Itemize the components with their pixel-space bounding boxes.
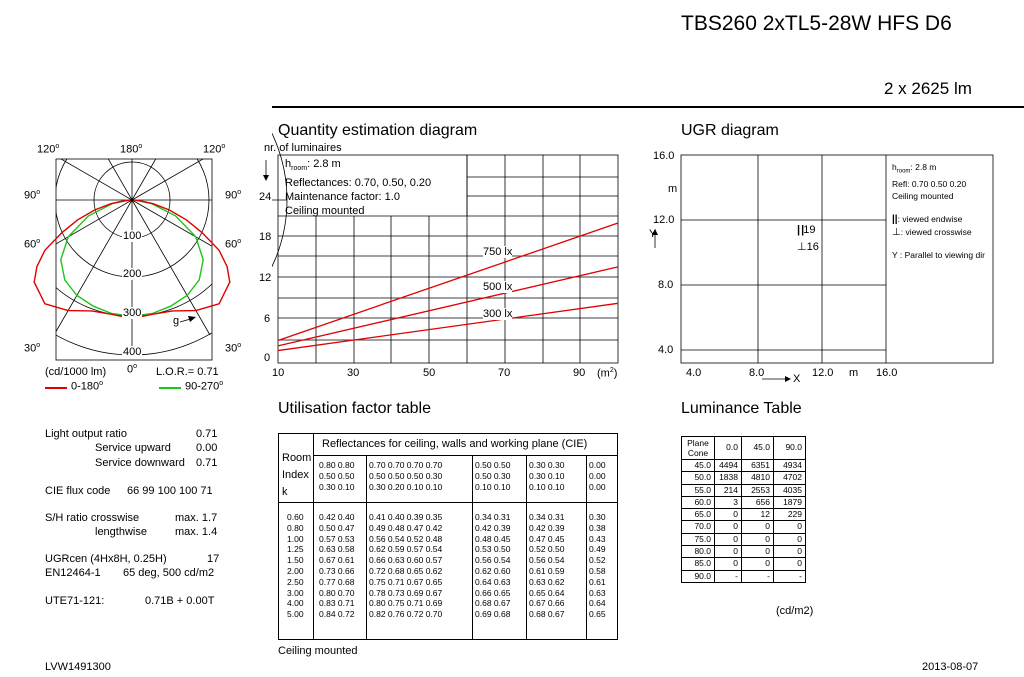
util-cell: 0.34 0.31 bbox=[529, 512, 565, 522]
util-row bbox=[287, 523, 619, 534]
util-cell: 0.82 0.76 0.72 0.70 bbox=[369, 609, 443, 620]
luminous-flux: 2 x 2625 lm bbox=[884, 79, 972, 98]
product-title: TBS260 2xTL5-28W HFS D6 bbox=[681, 12, 952, 35]
ugr-xaxis: X bbox=[793, 373, 801, 385]
ugr-xtick: 12.0 bbox=[812, 367, 834, 379]
prop-en-label: EN12464-1 bbox=[45, 567, 101, 579]
polar-angle-left-30: 30$^o$ bbox=[24, 342, 41, 355]
quantity-info-maint: Maintenance factor: 1.0 bbox=[285, 191, 400, 204]
util-cell: 0.61 bbox=[589, 576, 606, 587]
ugr-crosswise-value: ⊥16 bbox=[797, 241, 819, 253]
util-row bbox=[287, 566, 619, 577]
util-cell: 0.52 0.50 bbox=[529, 544, 565, 555]
prop-cie-label: CIE flux code bbox=[45, 485, 111, 497]
util-refl-cell: 0.00 bbox=[589, 470, 606, 481]
ugr-legend-refl: Refl: 0.70 0.50 0.20 bbox=[892, 178, 967, 189]
luminance-row bbox=[682, 533, 806, 545]
luminance-cell: 4934 bbox=[774, 460, 806, 472]
quantity-info-mount: Ceiling mounted bbox=[285, 205, 365, 218]
quantity-line-label: 750 lx bbox=[483, 246, 513, 258]
prop-sh1-label: S/H ratio crosswise bbox=[45, 512, 140, 524]
footer-code: LVW1491300 bbox=[45, 661, 111, 673]
luminance-table bbox=[681, 436, 806, 583]
luminance-cell: 656 bbox=[742, 496, 774, 508]
quantity-info-room: $h_{room}$: 2.8 m bbox=[285, 158, 341, 173]
polar-marker-label: g bbox=[173, 315, 180, 327]
util-cell: 0.62 0.60 bbox=[475, 565, 511, 576]
util-index-label: Index bbox=[282, 469, 309, 481]
luminance-row bbox=[682, 460, 806, 472]
quantity-ytick: 24 bbox=[259, 191, 272, 203]
quantity-xtick: 30 bbox=[347, 367, 360, 379]
luminance-cell: - bbox=[742, 570, 774, 582]
quantity-ytick: 6 bbox=[264, 313, 271, 325]
quantity-xunit: $(m^2)$ bbox=[597, 367, 618, 380]
util-cell: 0.34 0.31 bbox=[475, 512, 511, 522]
luminance-row bbox=[682, 472, 806, 484]
util-cell: 0.68 0.67 bbox=[529, 609, 565, 620]
util-room-index: 1.25 bbox=[287, 544, 304, 555]
polar-legend-green: 90-270$^o$ bbox=[185, 380, 224, 393]
util-cell: 0.66 0.65 bbox=[475, 587, 511, 598]
util-header: Reflectances for ceiling, walls and working plane (CIE) bbox=[322, 438, 588, 450]
luminance-row bbox=[682, 521, 806, 533]
polar-ring-label: 100 bbox=[123, 230, 142, 242]
util-cell: 0.57 0.53 bbox=[319, 533, 355, 544]
luminance-cell: 0 bbox=[774, 533, 806, 545]
polar-angle-top-right: 120$^o$ bbox=[203, 143, 226, 156]
prop-lor-label: Light output ratio bbox=[45, 428, 127, 440]
luminance-cell: 4035 bbox=[774, 484, 806, 496]
prop-lor-value: 0.71 bbox=[196, 428, 218, 440]
ugr-legend-mount: Ceiling mounted bbox=[892, 190, 954, 201]
polar-angle-right-90: 90$^o$ bbox=[225, 189, 242, 202]
util-cell: 0.77 0.68 bbox=[319, 576, 355, 587]
endwise-symbol-icon: | | bbox=[797, 224, 804, 236]
prop-cie-value: 66 99 100 100 71 bbox=[127, 485, 213, 497]
ugr-xtick: 8.0 bbox=[749, 367, 765, 379]
luminance-cell: 0 bbox=[742, 546, 774, 558]
util-room-index: 0.80 bbox=[287, 522, 304, 533]
luminance-corner: Plane Cone bbox=[682, 437, 715, 460]
ugr-legend-parallel: Y : Parallel to viewing dir bbox=[892, 249, 985, 260]
util-cell: 0.84 0.72 bbox=[319, 609, 355, 620]
luminance-cone-angle: 75.0 bbox=[682, 533, 715, 545]
util-refl-cell: 0.50 0.30 bbox=[475, 470, 511, 481]
util-cell: 0.49 0.48 0.47 0.42 bbox=[369, 522, 443, 533]
util-refl-cell: 0.50 0.50 bbox=[475, 460, 511, 470]
util-k-label: k bbox=[282, 486, 288, 498]
util-refl-cell: 0.10 0.10 bbox=[475, 481, 511, 492]
ugr-yaxis: Y bbox=[649, 228, 657, 240]
polar-angle-right-60: 60$^o$ bbox=[225, 238, 242, 251]
ugr-legend-endwise: ||: viewed endwise bbox=[892, 213, 963, 225]
prop-ute-value: 0.71B + 0.00T bbox=[145, 595, 215, 607]
util-refl-cell: 0.10 0.10 bbox=[529, 481, 565, 492]
util-cell: 0.52 bbox=[589, 555, 606, 566]
util-cell: 0.41 0.40 0.39 0.35 bbox=[369, 512, 443, 522]
util-cell: 0.42 0.40 bbox=[319, 512, 355, 522]
luminance-row bbox=[682, 496, 806, 508]
luminance-row bbox=[682, 570, 806, 582]
util-refl-cell: 0.30 0.20 0.10 0.10 bbox=[369, 481, 443, 492]
ugr-ytick: 16.0 bbox=[653, 150, 675, 162]
luminance-cone-angle: 90.0 bbox=[682, 570, 715, 582]
luminance-cell: 0 bbox=[715, 546, 742, 558]
util-cell: 0.75 0.71 0.67 0.65 bbox=[369, 576, 443, 587]
luminance-cell: 4810 bbox=[742, 472, 774, 484]
util-refl-row bbox=[319, 460, 619, 471]
ugr-legend-room: $h_{room}$: 2.8 m bbox=[892, 162, 937, 175]
quantity-ylabel: nr. of luminaires bbox=[264, 142, 342, 154]
util-cell: 0.80 0.75 0.71 0.69 bbox=[369, 598, 443, 609]
util-values-block bbox=[287, 512, 619, 620]
util-cell: 0.53 0.50 bbox=[475, 544, 511, 555]
luminance-cell: 0 bbox=[742, 558, 774, 570]
prop-ute-label: UTE71-121: bbox=[45, 595, 105, 607]
util-cell: 0.56 0.54 bbox=[529, 555, 565, 566]
util-cell: 0.30 bbox=[589, 512, 606, 522]
util-refl-block bbox=[319, 460, 619, 492]
luminance-title: Luminance Table bbox=[681, 400, 802, 417]
polar-lor: L.O.R.= 0.71 bbox=[156, 366, 219, 378]
util-room-index: 4.00 bbox=[287, 598, 304, 609]
util-cell: 0.83 0.71 bbox=[319, 598, 355, 609]
util-cell: 0.72 0.68 0.65 0.62 bbox=[369, 565, 443, 576]
luminance-cell: 4702 bbox=[774, 472, 806, 484]
util-cell: 0.63 bbox=[589, 587, 606, 598]
polar-angle-top-left: 120$^o$ bbox=[37, 143, 60, 156]
prop-up-value: 0.00 bbox=[196, 442, 218, 454]
quantity-xtick: 10 bbox=[272, 367, 285, 379]
luminance-cone-angle: 55.0 bbox=[682, 484, 715, 496]
util-refl-row bbox=[319, 482, 619, 493]
polar-angle-top-mid: 180$^o$ bbox=[120, 143, 143, 156]
prop-en-value: 65 deg, 500 cd/m2 bbox=[123, 567, 215, 579]
util-room-index: 1.50 bbox=[287, 555, 304, 566]
util-cell: 0.49 bbox=[589, 544, 606, 555]
ugr-xtick: 16.0 bbox=[876, 367, 898, 379]
luminance-cell: 0 bbox=[742, 533, 774, 545]
util-cell: 0.63 0.58 bbox=[319, 544, 355, 555]
luminance-cell: 12 bbox=[742, 509, 774, 521]
luminance-cell: 3 bbox=[715, 496, 742, 508]
quantity-ytick: 18 bbox=[259, 231, 272, 243]
util-room-label: Room bbox=[282, 452, 312, 464]
util-cell: 0.56 0.54 bbox=[475, 555, 511, 566]
luminance-cell: 0 bbox=[715, 521, 742, 533]
luminance-cone-angle: 85.0 bbox=[682, 558, 715, 570]
ugr-title: UGR diagram bbox=[681, 122, 779, 139]
util-cell: 0.66 0.63 0.60 0.57 bbox=[369, 555, 443, 566]
luminance-cone-angle: 70.0 bbox=[682, 521, 715, 533]
quantity-line-label: 300 lx bbox=[483, 308, 513, 320]
luminance-cell: 0 bbox=[774, 558, 806, 570]
luminance-cell: 0 bbox=[715, 509, 742, 521]
luminance-cell: 4494 bbox=[715, 460, 742, 472]
util-cell: 0.42 0.39 bbox=[475, 522, 511, 533]
luminance-col: 90.0 bbox=[774, 437, 806, 460]
util-row bbox=[287, 534, 619, 545]
quantity-xtick: 90 bbox=[573, 367, 586, 379]
util-cell: 0.42 0.39 bbox=[529, 522, 565, 533]
util-refl-cell: 0.80 0.80 bbox=[319, 460, 355, 470]
luminance-row bbox=[682, 558, 806, 570]
luminance-cone-angle: 50.0 bbox=[682, 472, 715, 484]
ugr-ytick: 8.0 bbox=[658, 279, 674, 291]
util-cell: 0.43 bbox=[589, 533, 606, 544]
util-room-index: 0.60 bbox=[287, 512, 304, 522]
luminance-col: 0.0 bbox=[715, 437, 742, 460]
prop-down-value: 0.71 bbox=[196, 457, 218, 469]
util-room-index: 2.50 bbox=[287, 576, 304, 587]
util-cell: 0.65 0.64 bbox=[529, 587, 565, 598]
luminance-cell: 0 bbox=[742, 521, 774, 533]
util-row bbox=[287, 577, 619, 588]
luminance-unit: (cd/m2) bbox=[776, 605, 814, 617]
endwise-symbol-icon: || bbox=[892, 213, 898, 225]
luminance-row bbox=[682, 509, 806, 521]
util-refl-cell: 0.30 0.30 bbox=[529, 460, 565, 470]
polar-angle-right-30: 30$^o$ bbox=[225, 342, 242, 355]
luminance-cell: 214 bbox=[715, 484, 742, 496]
util-cell: 0.69 0.68 bbox=[475, 609, 511, 620]
util-cell: 0.62 0.59 0.57 0.54 bbox=[369, 544, 443, 555]
ugr-xunit: m bbox=[849, 367, 859, 379]
util-row bbox=[287, 588, 619, 599]
util-refl-cell: 0.70 0.70 0.70 0.70 bbox=[369, 460, 443, 470]
util-refl-cell: 0.00 bbox=[589, 460, 606, 470]
luminance-cone-angle: 65.0 bbox=[682, 509, 715, 521]
luminance-cell: 2553 bbox=[742, 484, 774, 496]
luminance-row bbox=[682, 546, 806, 558]
util-refl-cell: 0.30 0.10 bbox=[319, 481, 355, 492]
luminance-cell: 0 bbox=[774, 521, 806, 533]
util-row bbox=[287, 598, 619, 609]
util-title: Utilisation factor table bbox=[278, 400, 431, 417]
polar-unit: (cd/1000 lm) bbox=[45, 366, 107, 378]
util-cell: 0.68 0.67 bbox=[475, 598, 511, 609]
luminance-cell: 6351 bbox=[742, 460, 774, 472]
prop-sh1-value: max. 1.7 bbox=[175, 512, 218, 524]
crosswise-symbol-icon: ⊥ bbox=[797, 241, 807, 253]
luminance-cone-angle: 80.0 bbox=[682, 546, 715, 558]
util-cell: 0.67 0.66 bbox=[529, 598, 565, 609]
luminance-col: 45.0 bbox=[742, 437, 774, 460]
util-refl-cell: 0.50 0.50 bbox=[319, 470, 355, 481]
quantity-line-label: 500 lx bbox=[483, 281, 513, 293]
crosswise-symbol-icon: ⊥ bbox=[892, 226, 901, 238]
luminance-cone-angle: 60.0 bbox=[682, 496, 715, 508]
quantity-xtick: 50 bbox=[423, 367, 436, 379]
prop-down-label: Service downward bbox=[95, 457, 185, 469]
quantity-xtick: 70 bbox=[498, 367, 511, 379]
util-row bbox=[287, 609, 619, 620]
prop-up-label: Service upward bbox=[95, 442, 171, 454]
luminance-cell: 0 bbox=[715, 558, 742, 570]
util-cell: 0.47 0.45 bbox=[529, 533, 565, 544]
footer-date: 2013-08-07 bbox=[922, 661, 979, 673]
util-room-index: 5.00 bbox=[287, 609, 304, 620]
polar-angle-left-90: 90$^o$ bbox=[24, 189, 41, 202]
util-cell: 0.64 0.63 bbox=[475, 576, 511, 587]
util-row bbox=[287, 512, 619, 523]
luminance-cell: - bbox=[774, 570, 806, 582]
luminance-cell: 0 bbox=[715, 533, 742, 545]
quantity-info-refl: Reflectances: 0.70, 0.50, 0.20 bbox=[285, 177, 432, 190]
util-room-index: 3.00 bbox=[287, 587, 304, 598]
luminance-cell: 0 bbox=[774, 546, 806, 558]
ugr-xtick: 4.0 bbox=[686, 367, 702, 379]
util-room-index: 2.00 bbox=[287, 565, 304, 576]
util-cell: 0.48 0.45 bbox=[475, 533, 511, 544]
util-cell: 0.58 bbox=[589, 565, 606, 576]
quantity-title: Quantity estimation diagram bbox=[278, 122, 478, 139]
luminance-cell: - bbox=[715, 570, 742, 582]
luminance-row bbox=[682, 484, 806, 496]
util-footer: Ceiling mounted bbox=[278, 645, 358, 657]
util-refl-cell: 0.30 0.10 bbox=[529, 470, 565, 481]
util-cell: 0.56 0.54 0.52 0.48 bbox=[369, 533, 443, 544]
ugr-legend bbox=[892, 161, 992, 261]
polar-ring-label: 300 bbox=[123, 307, 142, 319]
util-room-index: 1.00 bbox=[287, 533, 304, 544]
util-cell: 0.67 0.61 bbox=[319, 555, 355, 566]
util-cell: 0.61 0.59 bbox=[529, 565, 565, 576]
luminance-cell: 1838 bbox=[715, 472, 742, 484]
util-header-divider bbox=[313, 455, 618, 456]
polar-ring-label: 200 bbox=[123, 268, 142, 280]
luminance-cell: 1879 bbox=[774, 496, 806, 508]
prop-ugrcen-label: UGRcen (4Hx8H, 0.25H) bbox=[45, 553, 167, 565]
util-row bbox=[287, 555, 619, 566]
polar-angle-bottom: 0$^o$ bbox=[127, 363, 138, 376]
quantity-ytick: 12 bbox=[259, 272, 272, 284]
polar-legend-red: 0-180$^o$ bbox=[71, 380, 104, 393]
ugr-yunit: m bbox=[668, 183, 678, 195]
ugr-legend-crosswise: ⊥: viewed crosswise bbox=[892, 226, 972, 238]
ugr-ytick: 12.0 bbox=[653, 214, 675, 226]
util-cell: 0.65 bbox=[589, 609, 606, 620]
util-cell: 0.50 0.47 bbox=[319, 522, 355, 533]
ugr-ytick: 4.0 bbox=[658, 344, 674, 356]
prop-sh2-value: max. 1.4 bbox=[175, 526, 218, 538]
polar-ring-label: 400 bbox=[123, 346, 142, 358]
util-refl-row bbox=[319, 471, 619, 482]
prop-sh2-label: lengthwise bbox=[95, 526, 147, 538]
quantity-ytick: 0 bbox=[264, 352, 271, 364]
util-cell: 0.38 bbox=[589, 522, 606, 533]
util-cell: 0.64 bbox=[589, 598, 606, 609]
util-refl-cell: 0.50 0.50 0.50 0.30 bbox=[369, 470, 443, 481]
util-cell: 0.78 0.73 0.69 0.67 bbox=[369, 587, 443, 598]
util-refl-cell: 0.00 bbox=[589, 481, 606, 492]
luminance-cone-angle: 45.0 bbox=[682, 460, 715, 472]
luminance-cell: 229 bbox=[774, 509, 806, 521]
ugr-endwise-value: | |19 bbox=[797, 224, 816, 236]
prop-ugrcen-value: 17 bbox=[207, 553, 220, 565]
util-cell: 0.63 0.62 bbox=[529, 576, 565, 587]
util-cell: 0.80 0.70 bbox=[319, 587, 355, 598]
util-row bbox=[287, 544, 619, 555]
polar-angle-left-60: 60$^o$ bbox=[24, 238, 41, 251]
util-cell: 0.73 0.66 bbox=[319, 565, 355, 576]
util-refl-divider bbox=[278, 502, 618, 503]
